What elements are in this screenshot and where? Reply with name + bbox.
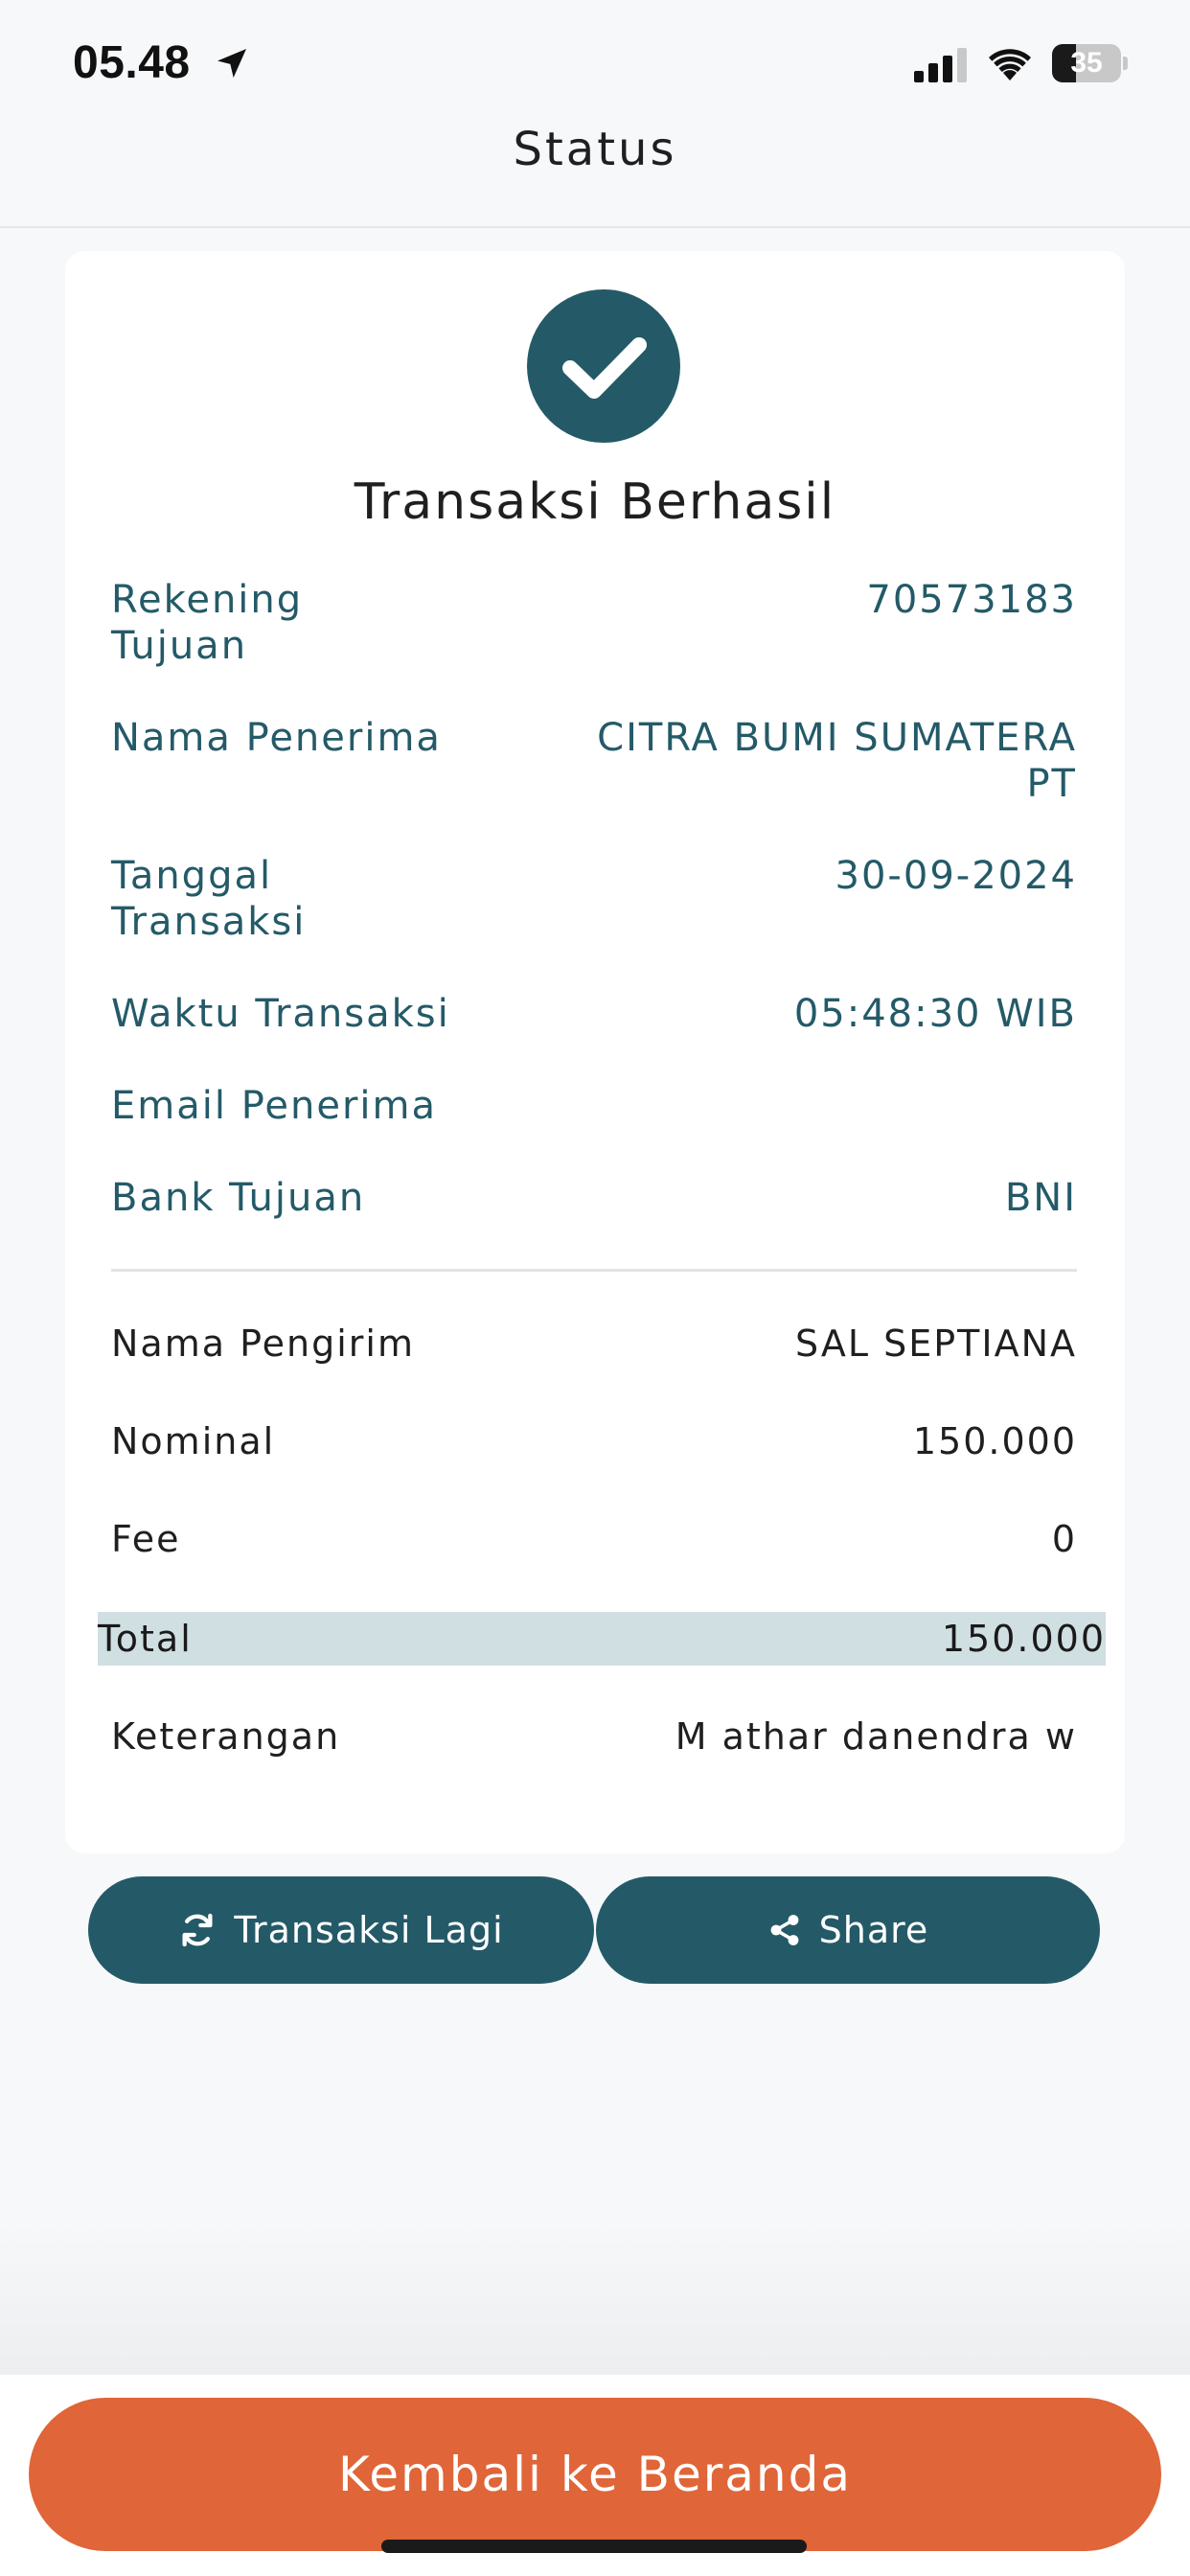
summary-value: 0 (1051, 1518, 1077, 1560)
battery-percentage: 35 (1070, 47, 1103, 79)
status-bar (0, 0, 1190, 125)
receipt-card (65, 251, 1125, 1853)
home-indicator (381, 2540, 807, 2553)
kembali-ke-beranda-label: Kembali ke Beranda (338, 2447, 852, 2502)
total-value: 150.000 (941, 1618, 1106, 1660)
detail-value: CITRA BUMI SUMATERA PT (597, 716, 1077, 806)
total-label: Total (98, 1618, 193, 1660)
summary-row-keterangan (111, 1710, 1077, 1763)
header-divider (0, 226, 1190, 228)
cellular-signal-icon (914, 48, 968, 82)
summary-value: SAL SEPTIANA (795, 1322, 1077, 1365)
page-title: Status (513, 123, 677, 176)
detail-label: Email Penerima (111, 1084, 437, 1128)
summary-row-fee (111, 1512, 1077, 1566)
battery-icon (1052, 44, 1129, 82)
summary-row-nama-pengirim (111, 1317, 1077, 1370)
location-arrow-icon (213, 44, 251, 82)
summary-value: 150.000 (912, 1420, 1077, 1462)
detail-label: Bank Tujuan (111, 1176, 366, 1220)
note-value: M athar danendra w (675, 1715, 1077, 1758)
summary-label: Nominal (111, 1420, 276, 1462)
summary-label: Fee (111, 1518, 181, 1560)
wifi-icon (985, 44, 1035, 82)
transaksi-lagi-button[interactable] (88, 1876, 594, 1984)
share-icon (767, 1913, 802, 1947)
card-divider (111, 1269, 1077, 1272)
detail-label: Tanggal Transaksi (111, 854, 307, 944)
bottom-fade (0, 2223, 1190, 2377)
detail-value: 05:48:30 WIB (793, 992, 1077, 1036)
note-label: Keterangan (111, 1715, 341, 1758)
result-title: Transaksi Berhasil (354, 473, 836, 531)
share-label: Share (818, 1909, 929, 1951)
detail-label: Rekening Tujuan (111, 578, 304, 668)
refresh-icon (178, 1911, 217, 1949)
detail-label: Waktu Transaksi (111, 992, 450, 1036)
total-row (98, 1612, 1106, 1666)
transaksi-lagi-label: Transaksi Lagi (234, 1909, 504, 1951)
kembali-ke-beranda-button[interactable] (29, 2398, 1161, 2551)
status-time: 05.48 (73, 37, 191, 88)
share-button[interactable] (596, 1876, 1100, 1984)
detail-value: 70573183 (866, 578, 1077, 622)
detail-label: Nama Penerima (111, 716, 442, 760)
detail-value: 30-09-2024 (835, 854, 1077, 898)
summary-row-nominal (111, 1414, 1077, 1468)
success-check-icon (527, 289, 680, 443)
summary-label: Nama Pengirim (111, 1322, 415, 1365)
detail-value: BNI (1004, 1176, 1077, 1220)
